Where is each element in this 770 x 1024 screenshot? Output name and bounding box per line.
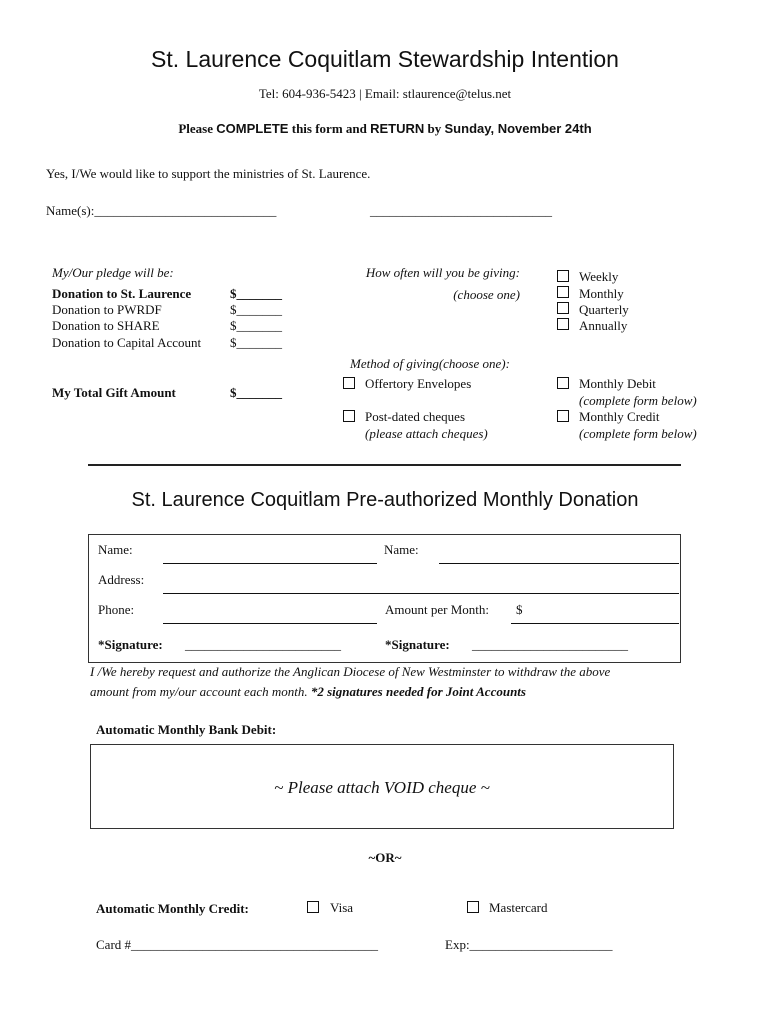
offertory-checkbox[interactable] [343, 377, 355, 389]
monthly-credit-label: Monthly Credit [579, 409, 660, 424]
joint-account-note: *2 signatures needed for Joint Accounts [310, 684, 526, 699]
annually-label: Annually [579, 318, 628, 333]
total-gift-label: My Total Gift Amount [52, 385, 176, 400]
name-label-2: Name: [384, 542, 419, 557]
monthly-label: Monthly [579, 286, 624, 301]
notice-return: RETURN [370, 121, 425, 136]
amount-per-month-label: Amount per Month: [385, 602, 489, 617]
mastercard-checkbox[interactable] [467, 901, 479, 913]
monthly-credit-note: (complete form below) [579, 426, 697, 441]
monthly-debit-checkbox[interactable] [557, 377, 569, 389]
amount-per-month-field[interactable] [511, 623, 679, 624]
postdated-note: (please attach cheques) [365, 426, 488, 441]
signature-label-2: *Signature: [385, 637, 450, 652]
pledge-amount-field[interactable]: $_______ [230, 286, 282, 301]
notice-date: Sunday, November 24th [444, 121, 592, 136]
support-statement: Yes, I/We would like to support the ministries of St. Laurence. [46, 166, 371, 181]
frequency-question: How often will you be giving: [365, 265, 520, 280]
annually-checkbox[interactable] [557, 318, 569, 330]
notice-please: Please [178, 121, 217, 136]
frequency-hint: (choose one) [453, 287, 520, 302]
postdated-label: Post-dated cheques [365, 409, 466, 424]
pledge-item-label: Donation to PWRDF [52, 302, 162, 317]
authorization-text: I /We hereby request and authorize the Anglican Diocese of New Westminster to withdraw the above [90, 664, 611, 679]
total-gift-field[interactable]: $_______ [230, 385, 282, 400]
weekly-checkbox[interactable] [557, 270, 569, 282]
address-label: Address: [98, 572, 145, 587]
phone-field[interactable] [163, 623, 377, 624]
pledge-item-label: Donation to SHARE [52, 318, 160, 333]
void-cheque-text: ~ Please attach VOID cheque ~ [274, 778, 490, 797]
postdated-checkbox[interactable] [343, 410, 355, 422]
page-title: St. Laurence Coquitlam Stewardship Intention [151, 46, 619, 72]
signature-label-1: *Signature: [98, 637, 163, 652]
preauth-title: St. Laurence Coquitlam Pre-authorized Monthly Donation [131, 489, 639, 511]
signature-field-1[interactable]: ________________________ [185, 637, 341, 652]
monthly-checkbox[interactable] [557, 286, 569, 298]
pledge-amount-field[interactable]: $_______ [230, 335, 282, 350]
expiry-field[interactable]: Exp:______________________ [445, 937, 613, 952]
pledge-item-label: Donation to Capital Account [52, 335, 202, 350]
address-field[interactable] [163, 593, 679, 594]
signature-field-2[interactable]: ________________________ [472, 637, 628, 652]
pledge-item-label: Donation to St. Laurence [52, 286, 192, 301]
phone-label: Phone: [98, 602, 135, 617]
contact-info: Tel: 604-936-5423 | Email: stlaurence@telus.net [258, 86, 512, 101]
pledge-amount-field[interactable]: $_______ [230, 318, 282, 333]
card-number-field[interactable]: Card #______________________________________ [96, 937, 379, 952]
method-heading: Method of giving(choose one): [350, 356, 510, 371]
credit-label: Automatic Monthly Credit: [96, 901, 249, 916]
name-label-1: Name: [98, 542, 133, 557]
authorization-text-end: amount from my/our account each month. [90, 684, 308, 699]
amount-currency: $ [516, 602, 523, 617]
names-field[interactable]: Name(s):____________________________ [46, 203, 277, 218]
offertory-label: Offertory Envelopes [365, 376, 472, 391]
monthly-credit-checkbox[interactable] [557, 410, 569, 422]
quarterly-checkbox[interactable] [557, 302, 569, 314]
quarterly-label: Quarterly [579, 302, 629, 317]
pledge-heading: My/Our pledge will be: [52, 265, 174, 280]
names-field-second[interactable]: ____________________________ [370, 203, 552, 218]
return-notice [0, 121, 770, 137]
visa-label: Visa [330, 900, 354, 915]
bank-debit-label: Automatic Monthly Bank Debit: [96, 722, 277, 737]
notice-this-form: this form and [288, 121, 371, 136]
mastercard-label: Mastercard [489, 900, 548, 915]
section-divider [88, 464, 681, 466]
visa-checkbox[interactable] [307, 901, 319, 913]
notice-by: by [424, 121, 445, 136]
weekly-label: Weekly [579, 269, 619, 284]
notice-complete: COMPLETE [216, 121, 289, 136]
monthly-debit-note: (complete form below) [579, 393, 697, 408]
authorization-text-line2 [90, 684, 526, 700]
name-field-1[interactable] [163, 563, 377, 564]
monthly-debit-label: Monthly Debit [579, 376, 656, 391]
or-divider: ~OR~ [368, 850, 402, 865]
pledge-amount-field[interactable]: $_______ [230, 302, 282, 317]
name-field-2[interactable] [439, 563, 679, 564]
